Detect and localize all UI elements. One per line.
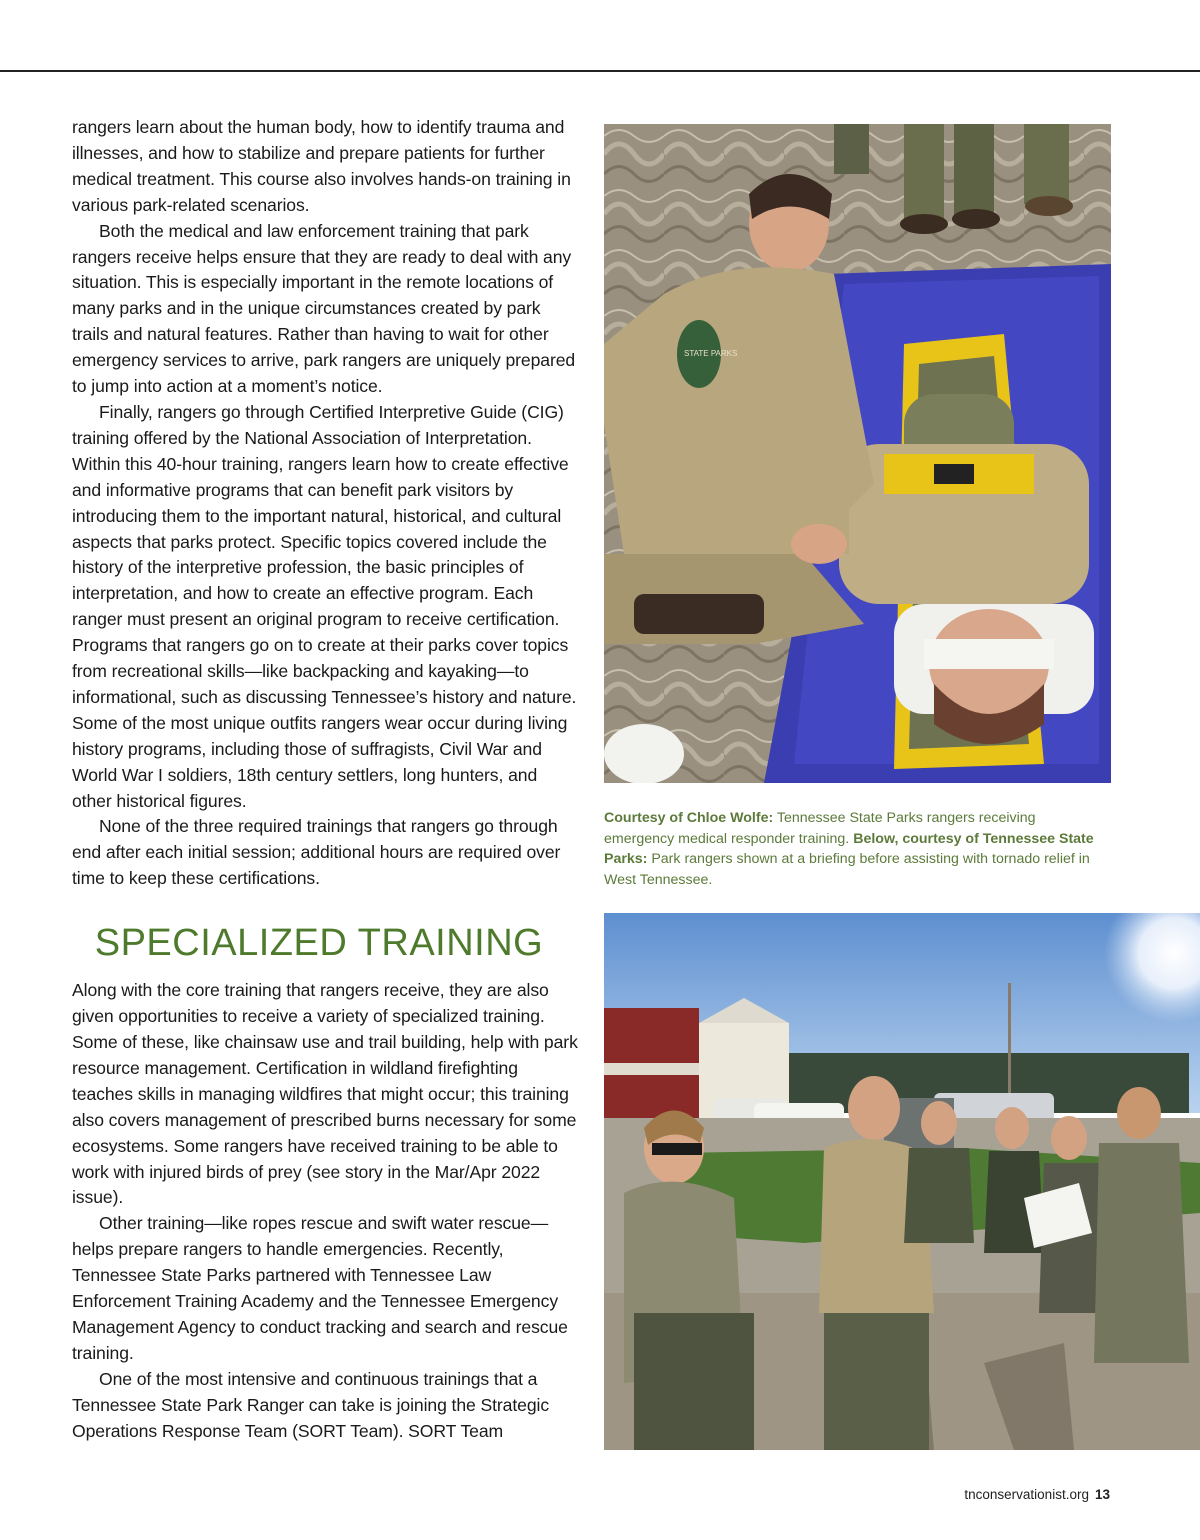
page-footer [964,1487,1110,1502]
body-paragraph: Along with the core training that rangers receive, they are also given opportunities to receive a variety of specialized training. Some of these, like chainsaw use and trail building, help with park resource management. Certification in wildland firefighting teaches skills in managing wildfires that might occur; this training also covers management of prescribed burns necessary for some ecosystems. Some rangers have received training to be able to work with injured birds of prey (see story in the Mar/Apr 2022 issue). [72,980,578,1208]
article-text-column [72,115,578,1445]
photo-caption [604,808,1104,890]
body-paragraph: None of the three required trainings that rangers go through end after each initial session; additional hours are required over time to keep these certifications. [72,816,561,889]
header-rule [0,70,1200,72]
body-paragraph: Other training—like ropes rescue and swift water rescue—helps prepare rangers to handle emergencies. Recently, Tennessee State Parks partnered with Tennessee Law Enforcement Training Academy and the Tennessee Emergency Management Agency to conduct tracking and search and rescue training. [72,1213,568,1363]
body-paragraph: rangers learn about the human body, how to identify trauma and illnesses, and how to stabilize and prepare patients for further medical treatment. This course also involves hands-on training in various park-related scenarios. [72,117,571,215]
body-paragraph: Both the medical and law enforcement training that park rangers receive helps ensure that they are ready to deal with any situation. This is especially important in the remote locations of many parks and in the unique circumstances created by park trails and natural features. Rather than having to wait for other emergency services to arrive, park rangers are uniquely prepared to jump into action at a moment’s notice. [72,220,576,397]
photo-medical-training [604,124,1111,783]
caption-credit-bottom: Below, courtesy of Tennessee State Parks: [604,830,1094,867]
caption-text-top: Tennessee State Parks rangers receiving emergency medical responder training. [604,810,1036,847]
patch-label: STATE PARKS [684,349,738,358]
footer-site: tnconservationist.org [964,1487,1089,1502]
page-number: 13 [1094,1487,1110,1502]
photo-ranger-briefing [604,913,1200,1450]
body-paragraph: Finally, rangers go through Certified Interpretive Guide (CIG) training offered by the National Association of Interpretation. Within this 40-hour training, rangers learn how to create effective and informative programs that can benefit park visitors by introducing them to the important natural, historical, and cultural aspects that parks protect. Specific topics covered include the history of the interpretive profession, the basic principles of interpretation, and how to create an effective program. Each ranger must present an original program to receive certification. Programs that rangers go on to create at their parks cover topics from recreational skills—like backpacking and kayaking—to informational, such as discussing Tennessee’s history and nature. Some of the most unique outfits rangers wear occur during living history programs, including those of suffragists, Civil War and World War I soldiers, 18th century settlers, long hunters, and other historical figures. [72,401,577,811]
caption-text-bottom: Park rangers shown at a briefing before assisting with tornado relief in West Tennessee. [604,851,1090,888]
body-paragraph: One of the most intensive and continuous trainings that a Tennessee State Park Ranger can take is joining the Strategic Operations Response Team (SORT Team). SORT Team [72,1368,550,1441]
caption-credit-top: Courtesy of Chloe Wolfe: [604,810,774,826]
section-heading: SPECIALIZED TRAINING [94,922,544,965]
